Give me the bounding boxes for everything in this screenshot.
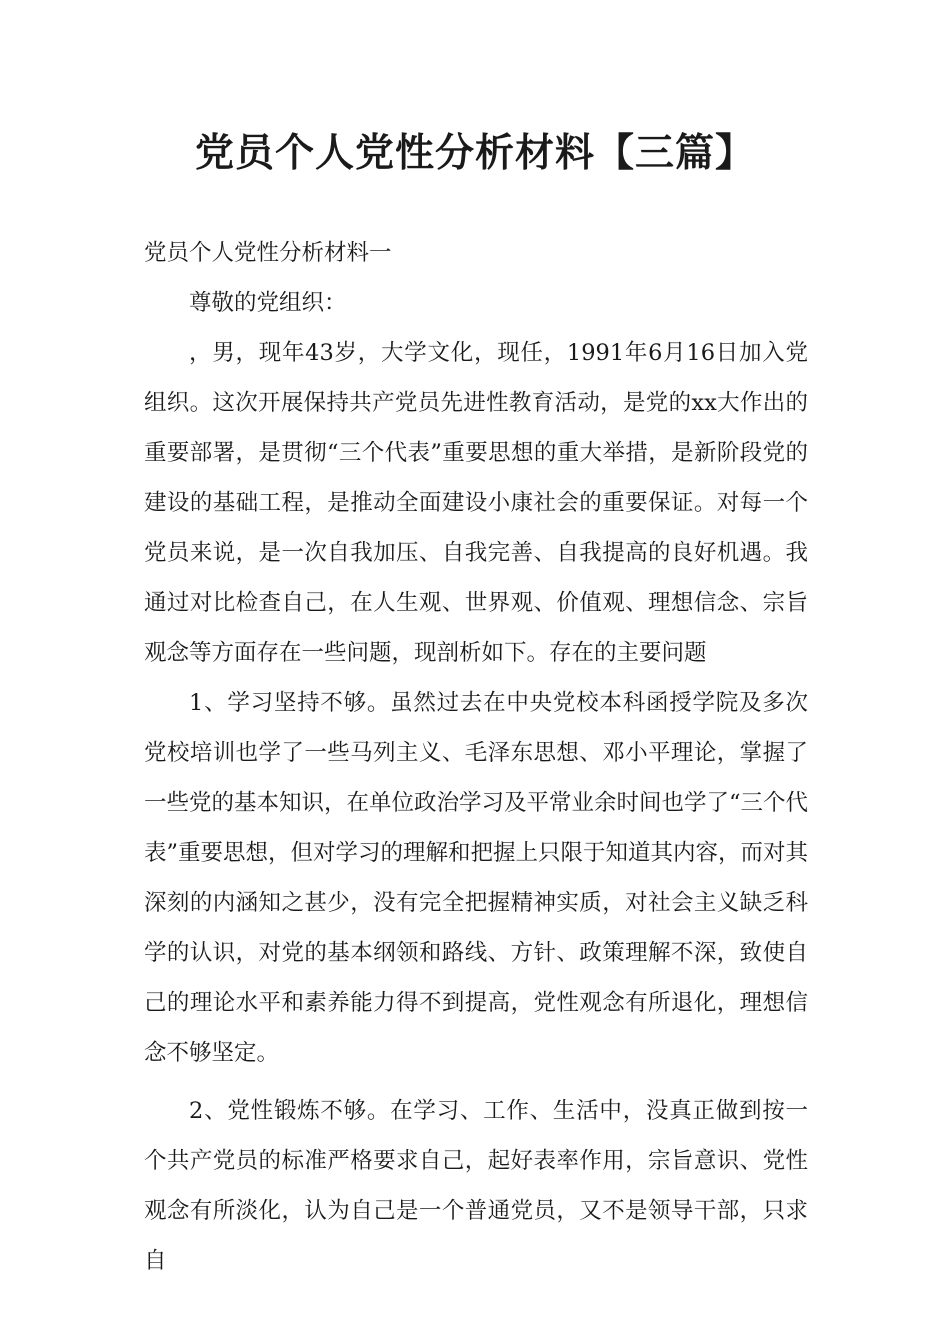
paragraph-point-1: 1、学习坚持不够。虽然过去在中央党校本科函授学院及多次党校培训也学了一些马列主义、毛泽东思想、邓小平理论，掌握了一些党的基本知识，在单位政治学习及平常业余时间也学了“三个代表”重要思想，但对学习的理解和把握上只限于知道其内容，而对其深刻的内涵知之甚少，没有完全把握精神实质，对社会主义缺乏科学的认识，对党的基本纲领和路线、方针、政策理解不深，致使自己的理论水平和素养能力得不到提高，党性观念有所退化，理想信念不够坚定。	[144, 690, 809, 1066]
paragraph-point-2: 2、党性锻炼不够。在学习、工作、生活中，没真正做到按一个共产党员的标准严格要求自己，起好表率作用，宗旨意识、党性观念有所淡化，认为自己是一个普通党员，又不是领导干部，只求自	[144, 1098, 808, 1274]
document-body	[144, 228, 808, 1286]
paragraph-intro: ，男，现年43岁，大学文化，现任，1991年6月16日加入党组织。这次开展保持共产党员先进性教育活动，是党的xx大作出的重要部署，是贯彻“三个代表”重要思想的重大举措，是新阶段党的建设的基础工程，是推动全面建设小康社会的重要保证。对每一个党员来说，是一次自我加压、自我完善、自我提高的良好机遇。我通过对比检查自己，在人生观、世界观、价值观、理想信念、宗旨观念等方面存在一些问题，现剖析如下。存在的主要问题	[144, 340, 808, 666]
section-heading: 党员个人党性分析材料一	[144, 240, 392, 266]
document-title: 党员个人党性分析材料【三篇】	[194, 131, 755, 176]
salutation: 尊敬的党组织：	[189, 290, 347, 316]
